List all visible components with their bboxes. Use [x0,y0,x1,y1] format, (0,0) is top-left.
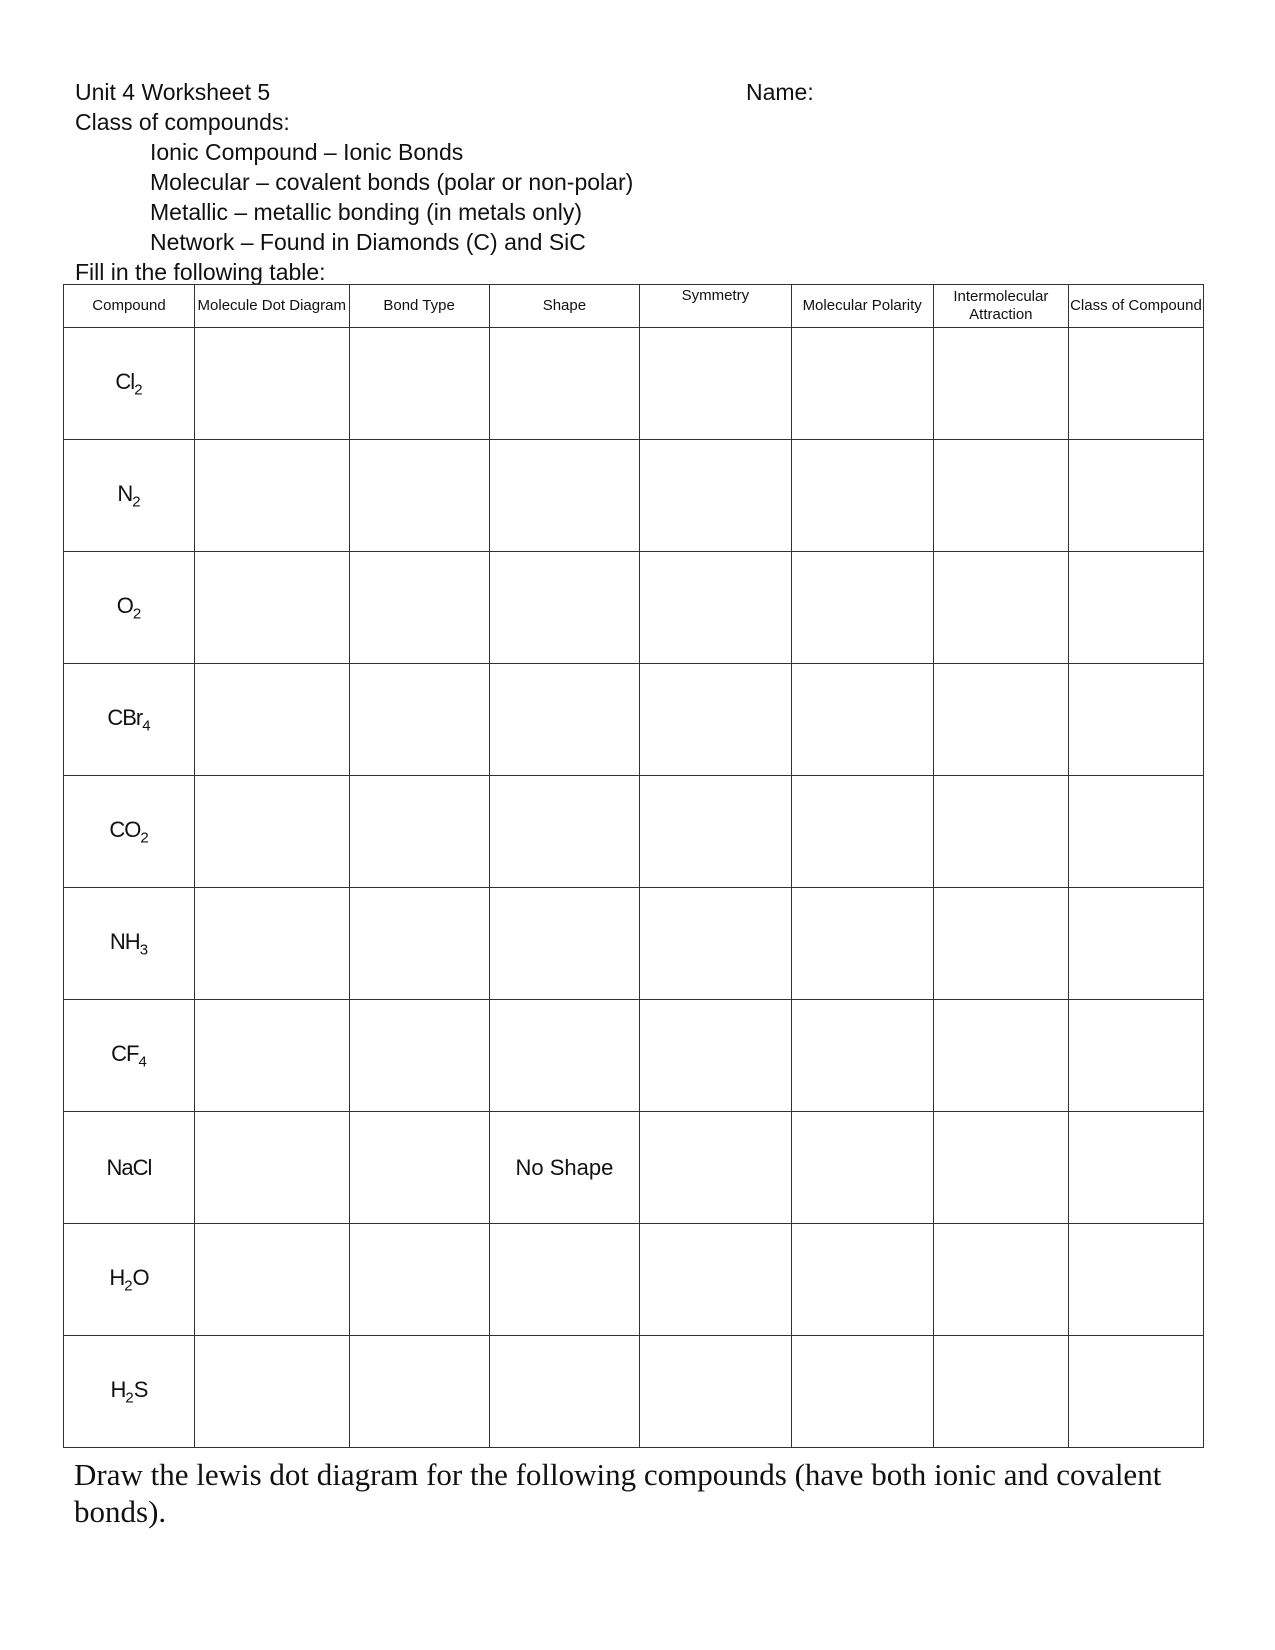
dot-diagram-cell[interactable] [194,1112,349,1224]
shape-cell[interactable]: No Shape [489,1112,639,1224]
intermolecular-cell[interactable] [933,888,1068,1000]
column-header-symmetry: Symmetry [640,285,791,328]
intermolecular-cell[interactable] [933,776,1068,888]
intermolecular-cell[interactable] [933,552,1068,664]
bond-type-cell[interactable] [349,440,489,552]
class-cell[interactable] [1068,1000,1203,1112]
bond-type-cell[interactable] [349,328,489,440]
worksheet-title: Unit 4 Worksheet 5 [75,79,271,105]
symmetry-cell[interactable] [640,552,791,664]
shape-cell[interactable] [489,776,639,888]
bond-type-cell[interactable] [349,888,489,1000]
lewis-dot-instruction: Draw the lewis dot diagram for the following compounds (have both ionic and covalent bonds). [74,1457,1162,1529]
table-row [64,776,1204,888]
polarity-cell[interactable] [791,1336,933,1448]
table-row [64,552,1204,664]
compound-formula: H [109,1264,125,1290]
symmetry-cell[interactable] [640,1112,791,1224]
intermolecular-cell[interactable] [933,440,1068,552]
class-heading: Class of compounds: [75,109,290,135]
table-row [64,328,1204,440]
class-cell[interactable] [1068,552,1203,664]
name-label: Name: [746,79,814,105]
compound-cell [64,776,195,888]
column-header-dot-diagram: Molecule Dot Diagram [194,285,349,328]
polarity-cell[interactable] [791,664,933,776]
column-header-bond-type: Bond Type [349,285,489,328]
class-cell[interactable] [1068,776,1203,888]
compound-cell [64,888,195,1000]
class-item-network: Network – Found in Diamonds (C) and SiC [150,229,586,255]
dot-diagram-cell[interactable] [194,888,349,1000]
symmetry-cell[interactable] [640,664,791,776]
compound-subscript: 2 [132,605,142,623]
table-row [64,664,1204,776]
compound-formula: N [117,480,133,506]
class-cell[interactable] [1068,1112,1203,1224]
table-header-row [64,285,1204,328]
symmetry-cell[interactable] [640,888,791,1000]
class-cell[interactable] [1068,1336,1203,1448]
compound-formula: Cl [115,368,135,394]
class-item-metallic: Metallic – metallic bonding (in metals only) [150,199,583,225]
dot-diagram-cell[interactable] [194,440,349,552]
class-cell[interactable] [1068,1224,1203,1336]
compound-formula-tail: S [133,1376,148,1402]
table-row [64,1336,1204,1448]
shape-cell[interactable] [489,664,639,776]
dot-diagram-cell[interactable] [194,552,349,664]
bond-type-cell[interactable] [349,552,489,664]
compound-subscript: 2 [140,829,149,847]
bond-type-cell[interactable] [349,776,489,888]
compound-cell [64,1000,195,1112]
polarity-cell[interactable] [791,1000,933,1112]
column-header-class: Class of Compound [1068,285,1203,328]
polarity-cell[interactable] [791,552,933,664]
dot-diagram-cell[interactable] [194,1224,349,1336]
compound-cell [64,664,195,776]
polarity-cell[interactable] [791,328,933,440]
compound-cell [64,1224,195,1336]
dot-diagram-cell[interactable] [194,328,349,440]
intermolecular-cell[interactable] [933,1336,1068,1448]
compound-cell [64,328,195,440]
class-cell[interactable] [1068,664,1203,776]
bond-type-cell[interactable] [349,1224,489,1336]
compound-formula: CO [109,816,141,842]
intermolecular-cell[interactable] [933,1000,1068,1112]
compound-formula: CF [111,1040,139,1066]
dot-diagram-cell[interactable] [194,776,349,888]
compound-formula: H [110,1376,126,1402]
shape-cell[interactable] [489,440,639,552]
table-row [64,440,1204,552]
column-header-shape: Shape [489,285,639,328]
shape-cell[interactable] [489,328,639,440]
class-cell[interactable] [1068,440,1203,552]
polarity-cell[interactable] [791,1224,933,1336]
compound-subscript: 2 [132,493,141,511]
column-header-intermolecular: Intermolecular Attraction [933,285,1068,328]
polarity-cell[interactable] [791,1112,933,1224]
symmetry-cell[interactable] [640,1336,791,1448]
polarity-cell[interactable] [791,440,933,552]
bond-type-cell[interactable] [349,664,489,776]
table-instruction: Fill in the following table: [75,259,326,285]
dot-diagram-cell[interactable] [194,1336,349,1448]
table-row [64,1000,1204,1112]
compound-subscript: 2 [134,381,143,399]
shape-cell[interactable] [489,552,639,664]
compound-table [63,284,1204,1448]
compound-formula-tail: O [132,1264,149,1290]
bond-type-cell[interactable] [349,1336,489,1448]
compound-cell [64,1336,195,1448]
dot-diagram-cell[interactable] [194,664,349,776]
symmetry-cell[interactable] [640,1000,791,1112]
symmetry-cell[interactable] [640,328,791,440]
class-cell[interactable] [1068,328,1203,440]
intermolecular-cell[interactable] [933,1112,1068,1224]
compound-cell [64,552,195,664]
compound-formula: NaCl [106,1154,152,1180]
symmetry-cell[interactable] [640,440,791,552]
symmetry-cell[interactable] [640,776,791,888]
compound-subscript: 2 [125,1389,134,1407]
polarity-cell[interactable] [791,888,933,1000]
intermolecular-cell[interactable] [933,664,1068,776]
shape-cell[interactable] [489,1336,639,1448]
dot-diagram-cell[interactable] [194,1000,349,1112]
class-item-molecular: Molecular – covalent bonds (polar or non-polar) [150,169,634,195]
shape-cell[interactable] [489,888,639,1000]
class-item-ionic: Ionic Compound – Ionic Bonds [150,139,464,165]
table-row [64,888,1204,1000]
compound-cell [64,440,195,552]
bond-type-cell[interactable] [349,1000,489,1112]
table-row [64,1112,1204,1224]
intermolecular-cell[interactable] [933,328,1068,440]
column-header-compound: Compound [64,285,195,328]
table-row [64,1224,1204,1336]
shape-cell[interactable] [489,1000,639,1112]
compound-formula: NH [109,928,140,954]
column-header-polarity: Molecular Polarity [791,285,933,328]
shape-cell[interactable] [489,1224,639,1336]
compound-formula: O [116,592,133,618]
intermolecular-cell[interactable] [933,1224,1068,1336]
symmetry-cell[interactable] [640,1224,791,1336]
compound-subscript: 4 [138,1053,147,1071]
compound-subscript: 4 [142,717,151,735]
polarity-cell[interactable] [791,776,933,888]
compound-formula: CBr [107,704,143,730]
compound-cell [64,1112,195,1224]
bond-type-cell[interactable] [349,1112,489,1224]
compound-subscript: 3 [139,941,149,959]
class-cell[interactable] [1068,888,1203,1000]
compound-subscript: 2 [124,1277,133,1295]
